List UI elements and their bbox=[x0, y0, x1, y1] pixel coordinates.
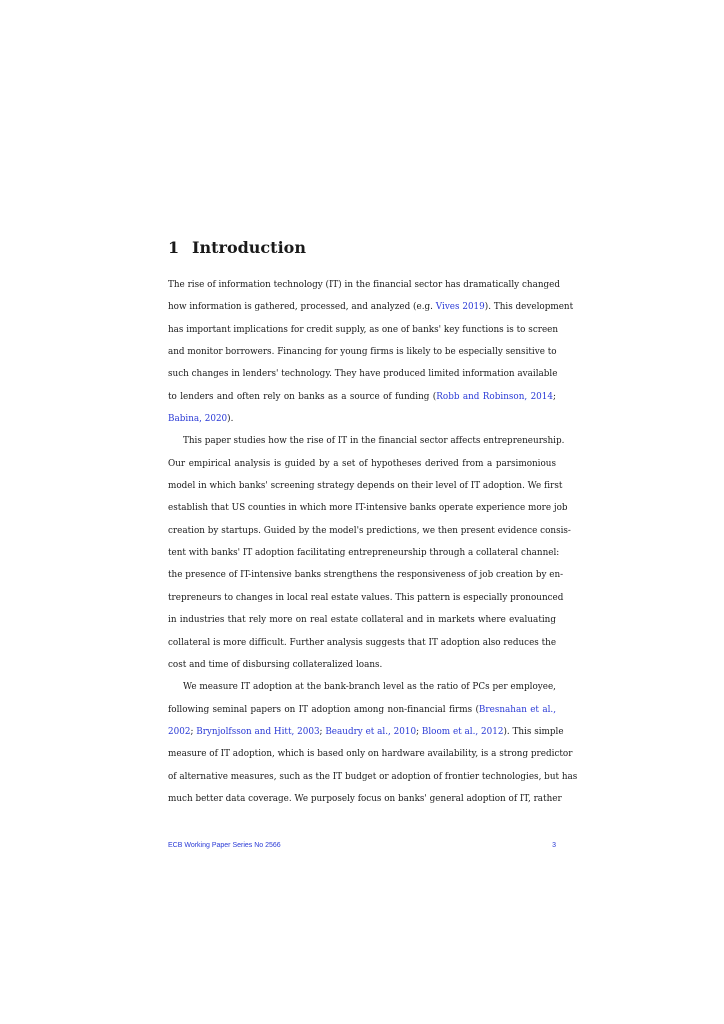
text-segment: following seminal papers on IT adoption among non-financial firms ( bbox=[168, 704, 479, 715]
citation-link[interactable]: Bresnahan et al., bbox=[478, 704, 557, 715]
paragraph-2-line bbox=[168, 632, 556, 654]
text-segment: how information is gathered, processed, and analyzed (e.g. bbox=[168, 302, 436, 313]
text-segment: trepreneurs to changes in local real estate values. This pattern is especially pronounced bbox=[168, 592, 564, 603]
text-segment: ; bbox=[319, 726, 326, 737]
citation-link[interactable]: Beaudry et al., 2010 bbox=[325, 726, 417, 737]
paragraph-3-line bbox=[168, 766, 578, 788]
paragraph-1-line bbox=[168, 408, 556, 430]
paragraph-3-line bbox=[168, 699, 556, 721]
citation-link[interactable]: Robb and Robinson, 2014 bbox=[436, 391, 553, 402]
citation-link[interactable]: Brynjolfsson and Hitt, 2003 bbox=[196, 726, 320, 737]
text-segment: Our empirical analysis is guided by a set of hypotheses derived from a parsimonious bbox=[168, 458, 556, 469]
text-segment: The rise of information technology (IT) in the financial sector has dramatically changed bbox=[168, 280, 561, 290]
text-segment: has important implications for credit supply, as one of banks' key functions is to screen bbox=[168, 324, 559, 335]
footer-series-label[interactable]: ECB Working Paper Series No 2566 bbox=[168, 842, 281, 849]
text-segment: model in which banks' screening strategy depends on their level of IT adoption. We first bbox=[168, 481, 563, 492]
paragraph-2-line bbox=[168, 542, 560, 564]
paragraph-1-line bbox=[168, 319, 559, 341]
citation-link[interactable]: Babina, 2020 bbox=[168, 414, 228, 425]
paragraph-2-line bbox=[168, 564, 564, 586]
paragraph-2-line bbox=[168, 430, 565, 452]
text-segment: tent with banks' IT adoption facilitating entrepreneurship through a collateral channel: bbox=[168, 548, 560, 559]
paragraph-2-line bbox=[168, 453, 556, 475]
paragraph-3-line bbox=[168, 788, 562, 810]
citation-link[interactable]: 2002 bbox=[168, 726, 191, 737]
text-segment: cost and time of disbursing collateralized loans. bbox=[168, 659, 383, 670]
section-title: Introduction bbox=[192, 238, 306, 257]
paragraph-1-line bbox=[168, 296, 574, 318]
text-segment: ). This simple bbox=[503, 726, 564, 737]
text-segment: ; bbox=[190, 726, 197, 737]
text-segment: the presence of IT-intensive banks strengthens the responsiveness of job creation by en- bbox=[168, 570, 564, 581]
citation-link[interactable]: Bloom et al., 2012 bbox=[421, 726, 504, 737]
section-heading bbox=[168, 237, 556, 259]
text-segment: in industries that rely more on real estate collateral and in markets where evaluating bbox=[168, 615, 556, 626]
footer-page-number[interactable]: 3 bbox=[552, 842, 556, 849]
text-segment: establish that US counties in which more IT-intensive banks operate experience more job bbox=[168, 503, 568, 514]
paragraph-2-line bbox=[168, 587, 564, 609]
text-segment: creation by startups. Guided by the model's predictions, we then present evidence consis- bbox=[168, 525, 571, 536]
text-segment: much better data coverage. We purposely focus on banks' general adoption of IT, rather bbox=[168, 793, 562, 804]
text-segment: ; bbox=[416, 726, 422, 737]
text-segment: and monitor borrowers. Financing for young firms is likely to be especially sensitive to bbox=[168, 347, 557, 358]
text-segment: ; bbox=[553, 391, 556, 402]
paragraph-2-line bbox=[168, 520, 571, 542]
text-segment: measure of IT adoption, which is based only on hardware availability, is a strong predictor bbox=[168, 749, 573, 760]
paragraph-2-line bbox=[168, 497, 568, 519]
paragraph-1-line bbox=[168, 274, 561, 296]
paragraph-3-line bbox=[168, 721, 564, 743]
paragraph-1-line bbox=[168, 386, 556, 408]
paragraph-1-line bbox=[168, 341, 556, 363]
citation-link[interactable]: Vives 2019 bbox=[435, 302, 485, 313]
body-text bbox=[168, 274, 578, 810]
paragraph-3-line bbox=[168, 743, 573, 765]
text-segment: such changes in lenders' technology. They have produced limited information available bbox=[168, 369, 558, 380]
paragraph-2-line bbox=[168, 654, 556, 676]
paragraph-3-line bbox=[168, 676, 556, 698]
paragraph-1-line bbox=[168, 363, 556, 385]
text-segment: to lenders and often rely on banks as a source of funding ( bbox=[168, 391, 437, 402]
text-segment: ). bbox=[227, 414, 234, 425]
text-segment: ). This development bbox=[484, 302, 574, 313]
section-number: 1 bbox=[168, 238, 180, 257]
text-segment: of alternative measures, such as the IT budget or adoption of frontier technologies, but has bbox=[168, 771, 578, 782]
text-segment: This paper studies how the rise of IT in the financial sector affects entrepreneurship. bbox=[183, 436, 565, 447]
text-segment: collateral is more difficult. Further analysis suggests that IT adoption also reduces the bbox=[168, 637, 557, 648]
paragraph-2-line bbox=[168, 475, 563, 497]
text-segment: We measure IT adoption at the bank-branch level as the ratio of PCs per employee, bbox=[183, 682, 556, 693]
paragraph-2-line bbox=[168, 609, 556, 631]
